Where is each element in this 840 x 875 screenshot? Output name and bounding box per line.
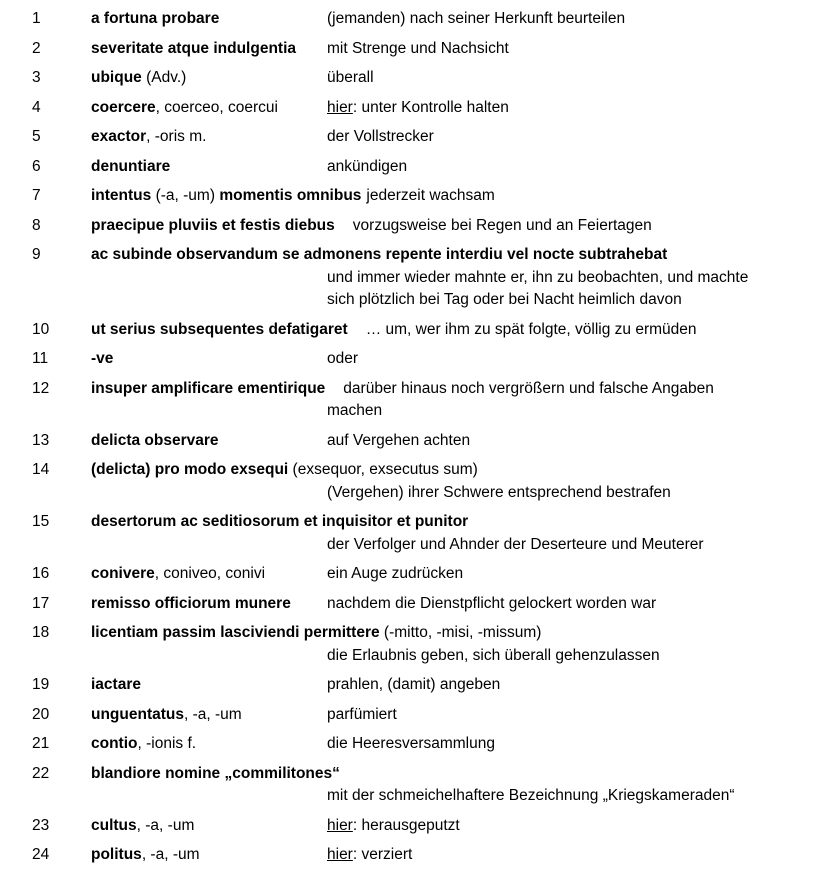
vocab-entry xyxy=(0,126,840,149)
vocab-line xyxy=(0,459,840,482)
vocab-entry xyxy=(0,348,840,371)
latin-term xyxy=(91,704,242,727)
entry-number: 4 xyxy=(32,98,41,116)
vocab-line xyxy=(0,156,840,179)
latin-forms: , -ionis f. xyxy=(137,735,197,752)
vocab-entry xyxy=(0,563,840,586)
latin-term xyxy=(91,38,296,61)
vocab-entry xyxy=(0,622,840,667)
vocab-entry xyxy=(0,97,840,120)
translation xyxy=(327,156,407,179)
latin-term xyxy=(91,593,291,616)
vocab-entry xyxy=(0,215,840,238)
entry-number: 17 xyxy=(32,594,50,612)
translation xyxy=(327,67,374,90)
latin-term xyxy=(91,815,194,838)
entry-number: 5 xyxy=(32,128,41,145)
translation xyxy=(327,348,358,371)
latin-headword: denuntiare xyxy=(91,157,171,175)
vocab-entry xyxy=(0,319,840,342)
vocab-line xyxy=(0,511,840,534)
vocabulary-list xyxy=(0,8,840,874)
latin-headword: ut serius subsequentes defatigaret xyxy=(91,320,348,338)
translation xyxy=(327,8,625,31)
translation-continued: der Verfolger und Ahnder der Deserteure und Meuterer xyxy=(327,535,704,553)
latin-term xyxy=(91,215,652,238)
latin-headword: desertorum ac seditiosorum et inquisitor et punitor xyxy=(91,513,469,530)
vocab-entry xyxy=(0,244,840,312)
latin-headword: conivere xyxy=(91,565,155,582)
latin-forms: , -a, -um xyxy=(141,846,200,863)
latin-term xyxy=(91,97,278,120)
translation xyxy=(327,704,397,727)
entry-number: 8 xyxy=(32,216,41,234)
translation-note: hier xyxy=(327,98,353,116)
entry-number: 22 xyxy=(32,764,50,782)
entry-number: 13 xyxy=(32,431,50,449)
latin-headword: ubique xyxy=(91,69,142,86)
translation-inline: … um, wer ihm zu spät folgte, völlig zu ermüden xyxy=(365,320,697,338)
translation-text: : herausgeputzt xyxy=(352,816,460,834)
latin-headword: intentus xyxy=(91,187,152,204)
vocab-line xyxy=(0,97,840,120)
vocab-entry xyxy=(0,733,840,756)
latin-term xyxy=(91,459,478,482)
translation-inline: jederzeit wachsam xyxy=(366,187,495,204)
translation xyxy=(327,38,509,61)
translation xyxy=(327,97,509,120)
latin-headword: politus xyxy=(91,846,142,863)
translation-text: auf Vergehen achten xyxy=(327,431,471,449)
vocab-line xyxy=(0,8,840,31)
latin-headword: coercere xyxy=(91,98,156,116)
vocab-entry xyxy=(0,156,840,179)
entry-number: 20 xyxy=(32,705,50,723)
latin-term xyxy=(91,185,495,208)
latin-headword: licentiam passim lasciviendi permittere xyxy=(91,624,380,641)
translation-note: hier xyxy=(327,816,353,834)
latin-headword: delicta observare xyxy=(91,431,219,449)
vocab-entry xyxy=(0,38,840,61)
vocab-line xyxy=(0,844,840,867)
vocab-line xyxy=(0,763,840,786)
translation xyxy=(327,674,500,697)
translation-inline: vorzugsweise bei Regen und an Feiertagen xyxy=(352,216,652,234)
latin-forms: (Adv.) xyxy=(141,69,187,86)
translation-continued: die Erlaubnis geben, sich überall gehenzulassen xyxy=(327,646,660,664)
vocab-line xyxy=(0,378,840,401)
vocab-line xyxy=(0,38,840,61)
vocab-entry xyxy=(0,459,840,504)
translation xyxy=(327,733,495,756)
translation xyxy=(327,815,460,838)
vocab-line xyxy=(0,348,840,371)
entry-number: 21 xyxy=(32,735,50,752)
vocab-line xyxy=(0,563,840,586)
translation-continued: und immer wieder mahnte er, ihn zu beobachten, und machte xyxy=(327,268,749,286)
latin-forms: (-mitto, -misi, -missum) xyxy=(379,624,542,641)
latin-term xyxy=(91,763,340,786)
latin-term xyxy=(91,348,113,371)
entry-number: 24 xyxy=(32,846,50,863)
vocab-entry xyxy=(0,844,840,867)
entry-number: 9 xyxy=(32,246,41,263)
entry-number: 2 xyxy=(32,39,41,57)
vocab-entry xyxy=(0,67,840,90)
translation xyxy=(327,844,412,867)
translation-continued: mit der schmeichelhaftere Bezeichnung „Kriegskameraden“ xyxy=(327,787,735,804)
vocab-line xyxy=(0,622,840,645)
vocab-entry xyxy=(0,8,840,31)
vocab-entry xyxy=(0,185,840,208)
translation-text: mit Strenge und Nachsicht xyxy=(327,39,509,57)
entry-number: 14 xyxy=(32,461,50,478)
latin-term xyxy=(91,563,265,586)
vocab-line xyxy=(0,593,840,616)
translation xyxy=(327,563,463,586)
latin-term xyxy=(91,844,200,867)
latin-term xyxy=(91,319,697,342)
translation-text: überall xyxy=(327,69,374,86)
translation-continued: sich plötzlich bei Tag oder bei Nacht heimlich davon xyxy=(327,291,682,308)
vocab-line-continued xyxy=(0,267,840,290)
translation-continued: machen xyxy=(327,402,383,419)
latin-headword: cultus xyxy=(91,816,137,834)
latin-headword-2: momentis omnibus xyxy=(219,187,362,204)
translation-text: : unter Kontrolle halten xyxy=(352,98,509,116)
latin-forms: , coerceo, coercui xyxy=(155,98,278,116)
latin-forms: , -a, -um xyxy=(184,705,242,723)
entry-number: 16 xyxy=(32,565,50,582)
entry-number: 7 xyxy=(32,187,41,204)
latin-headword: unguentatus xyxy=(91,705,184,723)
latin-term xyxy=(91,126,206,149)
vocab-entry xyxy=(0,378,840,423)
latin-term xyxy=(91,622,541,645)
vocab-line xyxy=(0,815,840,838)
latin-term xyxy=(91,733,196,756)
entry-number: 6 xyxy=(32,157,41,175)
entry-number: 1 xyxy=(32,10,41,27)
translation xyxy=(327,593,656,616)
latin-headword: insuper amplificare ementirique xyxy=(91,379,326,397)
entry-number: 18 xyxy=(32,624,50,641)
vocab-line-continued xyxy=(0,400,840,423)
entry-number: 23 xyxy=(32,816,50,834)
latin-headword: exactor xyxy=(91,128,147,145)
latin-headword: (delicta) pro modo exsequi xyxy=(91,461,289,478)
latin-headword: praecipue pluviis et festis diebus xyxy=(91,216,335,234)
vocab-entry xyxy=(0,674,840,697)
vocab-entry xyxy=(0,430,840,453)
vocab-line-continued xyxy=(0,482,840,505)
latin-forms: , -oris m. xyxy=(146,128,207,145)
latin-headword: a fortuna probare xyxy=(91,10,220,27)
translation xyxy=(327,430,470,453)
vocab-line xyxy=(0,704,840,727)
latin-headword: contio xyxy=(91,735,138,752)
translation-text: die Heeresversammlung xyxy=(327,735,495,752)
vocab-line xyxy=(0,244,840,267)
latin-headword: ac subinde observandum se admonens repente interdiu vel nocte subtrahebat xyxy=(91,246,668,263)
vocab-line xyxy=(0,185,840,208)
translation-text: ankündigen xyxy=(327,157,408,175)
vocab-line xyxy=(0,215,840,238)
vocab-line-continued xyxy=(0,534,840,557)
latin-term xyxy=(91,8,219,31)
vocab-line-continued xyxy=(0,645,840,668)
vocab-entry xyxy=(0,511,840,556)
latin-term xyxy=(91,511,468,534)
vocab-line xyxy=(0,430,840,453)
latin-forms: , -a, -um xyxy=(136,816,195,834)
translation-text: : verziert xyxy=(352,846,413,863)
translation-text: (jemanden) nach seiner Herkunft beurteilen xyxy=(327,10,626,27)
latin-headword: remisso officiorum munere xyxy=(91,594,291,612)
vocab-line xyxy=(0,319,840,342)
translation-inline: darüber hinaus noch vergrößern und falsche Angaben xyxy=(343,379,714,397)
translation xyxy=(327,126,434,149)
latin-term xyxy=(91,674,141,697)
latin-headword: iactare xyxy=(91,676,141,693)
entry-number: 19 xyxy=(32,676,50,693)
latin-headword: blandiore nomine „commilitones“ xyxy=(91,764,340,782)
translation-text: nachdem die Dienstpflicht gelockert worden war xyxy=(327,594,657,612)
latin-headword: -ve xyxy=(91,350,114,367)
latin-term xyxy=(91,244,667,267)
translation-text: ein Auge zudrücken xyxy=(327,565,464,582)
entry-number: 10 xyxy=(32,320,50,338)
translation-text: der Vollstrecker xyxy=(327,128,434,145)
latin-term xyxy=(91,378,714,401)
latin-headword: severitate atque indulgentia xyxy=(91,39,296,57)
latin-term xyxy=(91,430,219,453)
translation-text: parfümiert xyxy=(327,705,397,723)
vocab-line-continued xyxy=(0,289,840,312)
entry-number: 3 xyxy=(32,69,41,86)
latin-term xyxy=(91,67,186,90)
translation-continued: (Vergehen) ihrer Schwere entsprechend bestrafen xyxy=(327,483,671,501)
vocab-line xyxy=(0,674,840,697)
vocab-entry xyxy=(0,704,840,727)
vocab-line xyxy=(0,733,840,756)
latin-forms: , coniveo, conivi xyxy=(154,565,266,582)
vocab-line-continued xyxy=(0,785,840,808)
vocab-line xyxy=(0,126,840,149)
translation-note: hier xyxy=(327,846,353,863)
vocab-entry xyxy=(0,815,840,838)
entry-number: 11 xyxy=(32,350,49,367)
latin-term xyxy=(91,156,170,179)
entry-number: 15 xyxy=(32,513,50,530)
translation-text: prahlen, (damit) angeben xyxy=(327,676,501,693)
entry-number: 12 xyxy=(32,379,50,397)
translation-text: oder xyxy=(327,350,359,367)
latin-forms: (exsequor, exsecutus sum) xyxy=(288,461,478,478)
latin-forms: (-a, -um) xyxy=(151,187,220,204)
vocab-entry xyxy=(0,593,840,616)
vocab-entry xyxy=(0,763,840,808)
vocab-line xyxy=(0,67,840,90)
